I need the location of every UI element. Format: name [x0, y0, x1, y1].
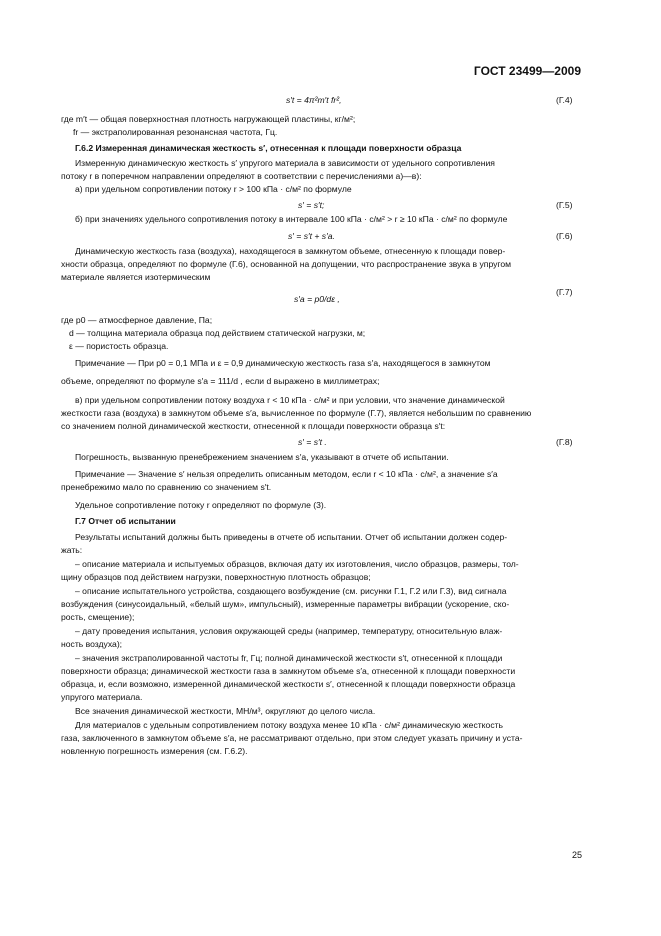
text-line: Для материалов с удельным сопротивлением потоку воздуха менее 10 кПа · с/м² динамическую жесткость [75, 720, 504, 730]
text-line: б) при значениях удельного сопротивления потоку в интервале 100 кПа · с/м² > r ≥ 10 кПа · с/м² по формуле [75, 214, 508, 224]
text-line: – описание материала и испытуемых образцов, включая дату их изготовления, число образцов, размеры, тол- [75, 559, 519, 569]
equation-number: (Г.4) [556, 95, 573, 105]
text-line: рость, смещение); [61, 612, 135, 622]
text-line: ε — пористость образца. [69, 341, 169, 351]
text-line: газа, заключенного в замкнутом объеме s′a, не рассматривают отдельно, при этом следует указать причину и уста- [61, 733, 523, 743]
text-line: s′a = p0/dε , [294, 294, 340, 304]
text-line: Погрешность, вызванную пренебрежением значением s′a, указывают в отчете об испытании. [75, 452, 449, 462]
text-line: возбуждения (синусоидальный, «белый шум», импульсный), измеренные параметры вибрации (ускорение, ско- [61, 599, 510, 609]
text-line: d — толщина материала образца под действием статической нагрузки, м; [69, 328, 366, 338]
text-line: щину образцов под действием нагрузки, поверхностную плотность образцов; [61, 572, 371, 582]
text-line: s′ = s′t; [298, 200, 325, 210]
text-line: Примечание — При p0 = 0,1 МПа и ε = 0,9 динамическую жесткость газа s′a, находящегося в замкнутом [75, 358, 491, 368]
text-line: s′t = 4π²m′t fr², [286, 95, 342, 105]
text-line: где m′t — общая поверхностная плотность нагружающей пластины, кг/м²; [61, 114, 356, 124]
text-line: Измеренную динамическую жесткость s′ упругого материала в зависимости от удельного сопротивления [75, 158, 495, 168]
text-line: Все значения динамической жесткости, МН/м³, округляют до целого числа. [75, 706, 376, 716]
document-header: ГОСТ 23499—2009 [473, 64, 581, 78]
equation-number: (Г.6) [556, 231, 573, 241]
text-line: – дату проведения испытания, условия окружающей среды (например, температуру, относительную влаж- [75, 626, 503, 636]
text-line: Динамическую жесткость газа (воздуха), находящегося в замкнутом объеме, отнесенную к площади повер- [75, 246, 506, 256]
text-line: материале является изотермическим [61, 272, 211, 282]
text-line: жать: [61, 545, 83, 555]
text-line: в) при удельном сопротивлении потоку воздуха r < 10 кПа · с/м² и при условии, что значение динамической [75, 395, 505, 405]
text-line: а) при удельном сопротивлении потоку r > 100 кПа · с/м² по формуле [75, 184, 352, 194]
equation-number: (Г.7) [556, 287, 573, 297]
text-line: пренебрежимо мало по сравнению со значением s′t. [61, 482, 272, 492]
text-line: Г.7 Отчет об испытании [75, 516, 176, 526]
text-line: fr — экстраполированная резонансная частота, Гц. [73, 127, 278, 137]
text-line: Результаты испытаний должны быть приведены в отчете об испытании. Отчет об испытании должен содер- [75, 532, 508, 542]
text-line: Г.6.2 Измеренная динамическая жесткость s′, отнесенная к площади поверхности образца [75, 143, 462, 153]
text-line: Удельное сопротивление потоку r определяют по формуле (3). [75, 500, 327, 510]
text-line: ность воздуха); [61, 639, 123, 649]
page-number: 25 [572, 850, 583, 860]
text-line: хности образца, определяют по формуле (Г.6), основанной на допущении, что распространение звука в упругом [61, 259, 512, 269]
equation-number: (Г.5) [556, 200, 573, 210]
text-line: со значением полной динамической жесткости, отнесенной к площади поверхности образца s′t: [61, 421, 446, 431]
text-line: s′ = s′t + s′a. [288, 231, 335, 241]
text-line: жесткости газа (воздуха) в замкнутом объеме s′a, вычисленное по формуле (Г.7), является небольшим по сравнению [61, 408, 532, 418]
text-line: – описание испытательного устройства, создающего возбуждение (см. рисунки Г.1, Г.2 или Г.3), вид сигнала [75, 586, 507, 596]
text-line: потоку r в поперечном направлении определяют в соответствии с перечислениями а)—в): [61, 171, 422, 181]
text-line: – значения экстраполированной частоты fr, Гц; полной динамической жесткости s′t, отнесенной к площади [75, 653, 503, 663]
text-line: s′ = s′t . [298, 437, 327, 447]
text-line: упругого материала. [61, 692, 143, 702]
text-line: где p0 — атмосферное давление, Па; [61, 315, 213, 325]
text-line: Примечание — Значение s′ нельзя определить описанным методом, если r < 10 кПа · с/м², а значение s′a [75, 469, 498, 479]
equation-number: (Г.8) [556, 437, 573, 447]
text-line: образца, и, если возможно, измеренной динамической жесткости s′, отнесенной к площади поверхности образца [61, 679, 516, 689]
text-line: поверхности образца; динамической жесткости газа в замкнутом объеме s′a, отнесенной к площади поверхности [61, 666, 516, 676]
text-line: объеме, определяют по формуле s′a = 111/d , если d выражено в миллиметрах; [61, 376, 380, 386]
text-line: новленную погрешность измерения (см. Г.6.2). [61, 746, 248, 756]
